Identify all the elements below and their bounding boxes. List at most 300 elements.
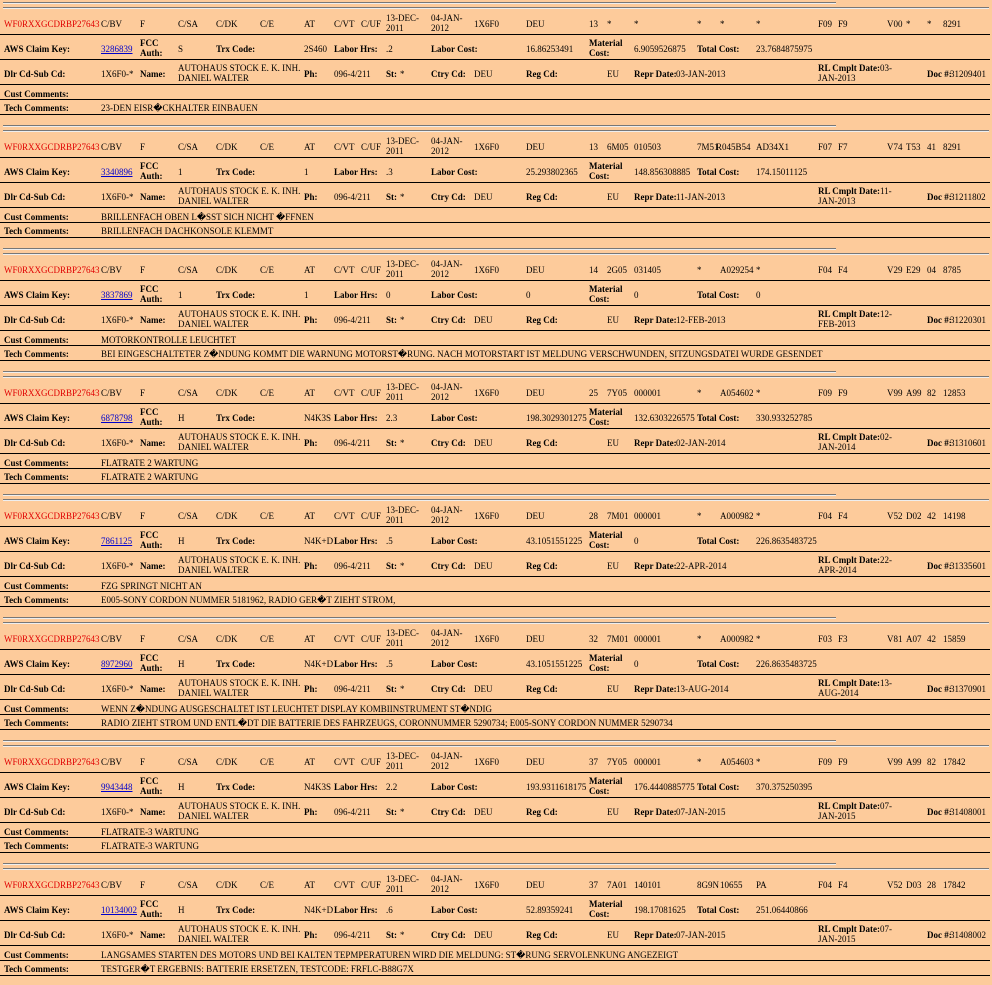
header-field: C/BV bbox=[101, 265, 123, 275]
header-field: A99 bbox=[906, 388, 922, 398]
doc-no-label: Doc #: bbox=[927, 192, 952, 202]
header-field: C/SA bbox=[178, 757, 199, 767]
reg-cd-label: Reg Cd: bbox=[526, 192, 558, 202]
dlr-cd-label: Dlr Cd-Sub Cd: bbox=[4, 69, 66, 79]
repr-date-value: 07-JAN-2015 bbox=[676, 930, 726, 940]
reg-cd-value: EU bbox=[607, 192, 619, 202]
name-value: AUTOHAUS STOCK E. K. INH. DANIEL WALTER bbox=[178, 801, 301, 821]
doc-no-value: 31335601 bbox=[950, 561, 986, 571]
material-cost-value: 148.856308885 bbox=[634, 167, 691, 177]
ctry-cd-value: DEU bbox=[474, 69, 493, 79]
row-divider bbox=[0, 606, 990, 607]
row-divider bbox=[0, 222, 990, 223]
st-value: * bbox=[400, 684, 405, 694]
name-label: Name: bbox=[140, 192, 166, 202]
dlr-cd-label: Dlr Cd-Sub Cd: bbox=[4, 192, 66, 202]
labor-cost-value: 43.1051551225 bbox=[526, 536, 583, 546]
doc-no-label: Doc #: bbox=[927, 930, 952, 940]
header-field: C/E bbox=[260, 880, 275, 890]
name-label: Name: bbox=[140, 438, 166, 448]
total-cost-value: 370.375250395 bbox=[756, 782, 813, 792]
header-field: C/BV bbox=[101, 757, 123, 767]
rl-cmplt-date-value: 13-AUG-2014 bbox=[818, 678, 892, 698]
row-divider bbox=[0, 360, 990, 361]
doc-no-value: 31408002 bbox=[950, 930, 986, 940]
header-field: C/BV bbox=[101, 511, 123, 521]
header-field: A99 bbox=[906, 757, 922, 767]
aws-claim-key-label: AWS Claim Key: bbox=[4, 44, 70, 54]
divider bbox=[3, 253, 989, 255]
labor-hrs-value: .5 bbox=[386, 659, 393, 669]
cust-comments-value: WENN Z�NDUNG AUSGESCHALTET IST LEUCHTET DISPLAY KOMBIINSTRUMENT ST�NDIG bbox=[101, 704, 493, 714]
aws-claim-key-link[interactable]: 3286839 bbox=[101, 44, 133, 54]
cust-comments-label: Cust Comments: bbox=[4, 89, 69, 99]
trx-code-value: N4K+D bbox=[304, 905, 334, 915]
divider bbox=[3, 2, 836, 4]
rl-cmplt-date-value: 12-FEB-2013 bbox=[818, 309, 892, 329]
header-field: F bbox=[140, 19, 146, 29]
ctry-cd-label: Ctry Cd: bbox=[431, 561, 466, 571]
material-cost-label: Material Cost: bbox=[589, 407, 623, 427]
labor-cost-label: Labor Cost: bbox=[431, 290, 478, 300]
divider bbox=[3, 371, 836, 373]
header-field: * bbox=[720, 19, 725, 29]
labor-hrs-label: Labor Hrs: bbox=[334, 44, 378, 54]
ph-value: 096-4/211 bbox=[334, 561, 371, 571]
labor-hrs-value: 0 bbox=[386, 290, 391, 300]
header-field: A029254 bbox=[720, 265, 754, 275]
ph-value: 096-4/211 bbox=[334, 930, 371, 940]
row-divider bbox=[0, 945, 990, 946]
total-cost-value: 0 bbox=[756, 290, 761, 300]
fcc-auth-label: FCC Auth: bbox=[140, 284, 163, 304]
header-field: F bbox=[140, 757, 146, 767]
reg-cd-label: Reg Cd: bbox=[526, 438, 558, 448]
ph-value: 096-4/211 bbox=[334, 315, 371, 325]
header-field: 13-DEC-2011 bbox=[386, 13, 419, 33]
header-field: * bbox=[927, 19, 932, 29]
reg-cd-value: EU bbox=[607, 315, 619, 325]
header-field: 04-JAN-2012 bbox=[431, 13, 463, 33]
tech-comments-label: Tech Comments: bbox=[4, 103, 69, 113]
header-field: DEU bbox=[526, 880, 545, 890]
header-field: 140101 bbox=[634, 880, 661, 890]
rl-cmplt-date bbox=[818, 63, 898, 83]
repr-date-label: Repr Date: bbox=[634, 807, 677, 817]
header-field: 8785 bbox=[943, 265, 961, 275]
doc-no-value: 31211802 bbox=[950, 192, 986, 202]
repr-date-label: Repr Date: bbox=[634, 561, 677, 571]
total-cost-label: Total Cost: bbox=[697, 659, 740, 669]
header-field: 28 bbox=[927, 880, 936, 890]
rl-cmplt-date-label: RL Cmplt Date: bbox=[818, 63, 880, 73]
cust-comments-value: FLATRATE-3 WARTUNG bbox=[101, 827, 200, 837]
fcc-auth-label: FCC Auth: bbox=[140, 38, 163, 58]
cust-comments-label: Cust Comments: bbox=[4, 335, 69, 345]
fcc-auth-label: FCC Auth: bbox=[140, 899, 163, 919]
ph-value: 096-4/211 bbox=[334, 192, 371, 202]
repr-date-label: Repr Date: bbox=[634, 69, 677, 79]
aws-claim-key-link[interactable]: 3837869 bbox=[101, 290, 133, 300]
header-field: A054602 bbox=[720, 388, 754, 398]
cust-comments-label: Cust Comments: bbox=[4, 950, 69, 960]
header-field: * bbox=[697, 511, 702, 521]
header-field: 13 bbox=[589, 19, 598, 29]
header-field: 04-JAN-2012 bbox=[431, 136, 463, 156]
header-field: C/SA bbox=[178, 19, 199, 29]
fcc-auth-label: FCC Auth: bbox=[140, 161, 163, 181]
row-divider bbox=[0, 59, 990, 60]
header-field: * bbox=[697, 265, 702, 275]
fcc-auth-label: FCC Auth: bbox=[140, 653, 163, 673]
st-value: * bbox=[400, 315, 405, 325]
divider bbox=[3, 7, 989, 9]
header-field: C/UF bbox=[361, 19, 382, 29]
header-field: 13-DEC-2011 bbox=[386, 382, 419, 402]
header-field: C/DK bbox=[216, 142, 238, 152]
name-label: Name: bbox=[140, 69, 166, 79]
aws-claim-key-link[interactable]: 3340896 bbox=[101, 167, 133, 177]
header-field: 04-JAN-2012 bbox=[431, 751, 463, 771]
doc-no-label: Doc #: bbox=[927, 438, 952, 448]
row-divider bbox=[0, 714, 990, 715]
aws-claim-key-label: AWS Claim Key: bbox=[4, 905, 70, 915]
header-field: C/UF bbox=[361, 757, 382, 767]
header-field: 13-DEC-2011 bbox=[386, 136, 419, 156]
st-label: St: bbox=[386, 315, 397, 325]
dlr-cd-label: Dlr Cd-Sub Cd: bbox=[4, 561, 66, 571]
header-field: 13-DEC-2011 bbox=[386, 259, 419, 279]
ph-value: 096-4/211 bbox=[334, 438, 371, 448]
claim-record bbox=[0, 0, 992, 123]
header-field: 000001 bbox=[634, 388, 661, 398]
reg-cd-label: Reg Cd: bbox=[526, 930, 558, 940]
total-cost-value: 226.8635483725 bbox=[756, 536, 817, 546]
row-divider bbox=[0, 345, 990, 346]
header-field: C/BV bbox=[101, 19, 123, 29]
header-field: * bbox=[756, 265, 761, 275]
ctry-cd-value: DEU bbox=[474, 561, 493, 571]
header-field: C/DK bbox=[216, 634, 238, 644]
tech-comments-label: Tech Comments: bbox=[4, 349, 69, 359]
repr-date-value: 13-AUG-2014 bbox=[676, 684, 729, 694]
header-field: AT bbox=[304, 880, 315, 890]
rl-cmplt-date bbox=[818, 678, 898, 698]
rl-cmplt-date-value: 07-JAN-2015 bbox=[818, 801, 892, 821]
vin-link[interactable]: WF0RXXGCDRBP27643 bbox=[4, 634, 100, 644]
divider bbox=[3, 622, 989, 624]
material-cost-label: Material Cost: bbox=[589, 161, 623, 181]
header-field: F bbox=[140, 265, 146, 275]
header-field: C/SA bbox=[178, 634, 199, 644]
header-field: F4 bbox=[838, 511, 848, 521]
header-field: 010503 bbox=[634, 142, 661, 152]
vin-link[interactable]: WF0RXXGCDRBP27643 bbox=[4, 757, 100, 767]
ph-label: Ph: bbox=[304, 192, 318, 202]
rl-cmplt-date-value: 03-JAN-2013 bbox=[818, 63, 892, 83]
material-cost-label: Material Cost: bbox=[589, 776, 623, 796]
row-divider bbox=[0, 468, 990, 469]
repr-date-value: 11-JAN-2013 bbox=[676, 192, 726, 202]
header-field: F bbox=[140, 511, 146, 521]
labor-cost-label: Labor Cost: bbox=[431, 659, 478, 669]
doc-no-value: 31209401 bbox=[950, 69, 986, 79]
header-field: C/VT bbox=[334, 19, 355, 29]
fcc-auth-value: H bbox=[178, 659, 185, 669]
name-label: Name: bbox=[140, 315, 166, 325]
divider bbox=[3, 740, 836, 742]
header-field: * bbox=[756, 634, 761, 644]
st-label: St: bbox=[386, 930, 397, 940]
header-field: V81 bbox=[887, 634, 903, 644]
header-field: C/E bbox=[260, 388, 275, 398]
material-cost-value: 132.6303226575 bbox=[634, 413, 695, 423]
header-field: F3 bbox=[838, 634, 848, 644]
header-field: C/VT bbox=[334, 511, 355, 521]
header-field: C/BV bbox=[101, 880, 123, 890]
reg-cd-label: Reg Cd: bbox=[526, 684, 558, 694]
trx-code-label: Trx Code: bbox=[216, 290, 256, 300]
labor-cost-value: 193.9311618175 bbox=[526, 782, 587, 792]
rl-cmplt-date-label: RL Cmplt Date: bbox=[818, 924, 880, 934]
total-cost-label: Total Cost: bbox=[697, 905, 740, 915]
claim-record bbox=[0, 861, 992, 984]
rl-cmplt-date-label: RL Cmplt Date: bbox=[818, 555, 880, 565]
header-field: AD34X1 bbox=[756, 142, 789, 152]
dlr-cd-value: 1X6F0-* bbox=[101, 438, 134, 448]
header-field: 8291 bbox=[943, 19, 961, 29]
header-field: C/VT bbox=[334, 757, 355, 767]
header-field: C/E bbox=[260, 511, 275, 521]
header-field: * bbox=[756, 757, 761, 767]
row-divider bbox=[0, 84, 990, 85]
doc-no-value: 31310601 bbox=[950, 438, 986, 448]
name-value: AUTOHAUS STOCK E. K. INH. DANIEL WALTER bbox=[178, 186, 301, 206]
header-field: AT bbox=[304, 388, 315, 398]
header-field: AT bbox=[304, 634, 315, 644]
fcc-auth-value: S bbox=[178, 44, 184, 54]
header-field: R045B54 bbox=[716, 142, 751, 152]
doc-no-label: Doc #: bbox=[927, 684, 952, 694]
ctry-cd-label: Ctry Cd: bbox=[431, 192, 466, 202]
dlr-cd-value: 1X6F0-* bbox=[101, 192, 134, 202]
ph-value: 096-4/211 bbox=[334, 69, 371, 79]
header-field: * bbox=[697, 634, 702, 644]
dlr-cd-value: 1X6F0-* bbox=[101, 684, 134, 694]
vin-link[interactable]: WF0RXXGCDRBP27643 bbox=[4, 19, 100, 29]
tech-comments-label: Tech Comments: bbox=[4, 226, 69, 236]
header-field: 12853 bbox=[943, 388, 966, 398]
row-divider bbox=[0, 699, 990, 700]
doc-no-label: Doc #: bbox=[927, 807, 952, 817]
tech-comments-label: Tech Comments: bbox=[4, 964, 69, 974]
header-field: F04 bbox=[818, 265, 833, 275]
labor-hrs-label: Labor Hrs: bbox=[334, 167, 378, 177]
rl-cmplt-date-value: 02-JAN-2014 bbox=[818, 432, 892, 452]
trx-code-label: Trx Code: bbox=[216, 413, 256, 423]
material-cost-value: 0 bbox=[634, 659, 639, 669]
divider bbox=[3, 248, 836, 250]
vin-link[interactable]: WF0RXXGCDRBP27643 bbox=[4, 265, 100, 275]
reg-cd-label: Reg Cd: bbox=[526, 315, 558, 325]
labor-hrs-value: 2.3 bbox=[386, 413, 398, 423]
header-field: F4 bbox=[838, 880, 848, 890]
total-cost-value: 174.15011125 bbox=[756, 167, 808, 177]
cust-comments-value: LANGSAMES STARTEN DES MOTORS UND BEI KALTEN TEPMPERATUREN WIRD DIE MELDUNG: ST�RUNG SERVOLENKUNG ANGEZEIGT bbox=[101, 950, 679, 960]
header-field: A000982 bbox=[720, 511, 754, 521]
name-value: AUTOHAUS STOCK E. K. INH. DANIEL WALTER bbox=[178, 309, 301, 329]
header-field: DEU bbox=[526, 265, 545, 275]
header-field: 14 bbox=[589, 265, 598, 275]
vin-link[interactable]: WF0RXXGCDRBP27643 bbox=[4, 880, 100, 890]
header-field: C/SA bbox=[178, 388, 199, 398]
header-field: 42 bbox=[927, 634, 936, 644]
tech-comments-value: E005-SONY CORDON NUMMER 5181962, RADIO GER�T ZIEHT STROM, bbox=[101, 595, 396, 605]
header-field: C/E bbox=[260, 142, 275, 152]
ctry-cd-label: Ctry Cd: bbox=[431, 438, 466, 448]
total-cost-value: 330.933252785 bbox=[756, 413, 813, 423]
vin-link[interactable]: WF0RXXGCDRBP27643 bbox=[4, 142, 100, 152]
header-field: 7A01 bbox=[607, 880, 627, 890]
name-value: AUTOHAUS STOCK E. K. INH. DANIEL WALTER bbox=[178, 678, 301, 698]
trx-code-label: Trx Code: bbox=[216, 536, 256, 546]
header-field: C/SA bbox=[178, 265, 199, 275]
row-divider bbox=[0, 330, 990, 331]
labor-hrs-label: Labor Hrs: bbox=[334, 536, 378, 546]
labor-hrs-label: Labor Hrs: bbox=[334, 905, 378, 915]
header-field: 04-JAN-2012 bbox=[431, 874, 463, 894]
labor-cost-value: 52.89359241 bbox=[526, 905, 574, 915]
repr-date-value: 03-JAN-2013 bbox=[676, 69, 726, 79]
dlr-cd-value: 1X6F0-* bbox=[101, 807, 134, 817]
row-divider bbox=[0, 729, 990, 730]
dlr-cd-label: Dlr Cd-Sub Cd: bbox=[4, 807, 66, 817]
claim-record bbox=[0, 369, 992, 492]
material-cost-label: Material Cost: bbox=[589, 38, 623, 58]
header-field: C/SA bbox=[178, 142, 199, 152]
divider bbox=[3, 617, 836, 619]
trx-code-label: Trx Code: bbox=[216, 905, 256, 915]
header-field: 04-JAN-2012 bbox=[431, 259, 463, 279]
doc-no-label: Doc #: bbox=[927, 69, 952, 79]
labor-hrs-label: Labor Hrs: bbox=[334, 659, 378, 669]
aws-claim-key-link[interactable]: 7861125 bbox=[101, 536, 133, 546]
rl-cmplt-date bbox=[818, 924, 898, 944]
row-divider bbox=[0, 114, 990, 115]
labor-cost-value: 0 bbox=[526, 290, 531, 300]
cust-comments-label: Cust Comments: bbox=[4, 827, 69, 837]
header-field: V52 bbox=[887, 880, 903, 890]
ctry-cd-value: DEU bbox=[474, 315, 493, 325]
header-field: DEU bbox=[526, 142, 545, 152]
st-value: * bbox=[400, 438, 405, 448]
header-field: 15859 bbox=[943, 634, 966, 644]
aws-claim-key-link[interactable]: 10134002 bbox=[101, 905, 137, 915]
labor-hrs-value: .2 bbox=[386, 44, 393, 54]
header-field: F7 bbox=[838, 142, 848, 152]
name-value: AUTOHAUS STOCK E. K. INH. DANIEL WALTER bbox=[178, 555, 301, 575]
header-field: V99 bbox=[887, 757, 903, 767]
fcc-auth-label: FCC Auth: bbox=[140, 530, 163, 550]
header-field: C/DK bbox=[216, 880, 238, 890]
ph-label: Ph: bbox=[304, 69, 318, 79]
reg-cd-label: Reg Cd: bbox=[526, 807, 558, 817]
dlr-cd-label: Dlr Cd-Sub Cd: bbox=[4, 930, 66, 940]
header-field: DEU bbox=[526, 757, 545, 767]
labor-hrs-value: .6 bbox=[386, 905, 393, 915]
header-field: 1X6F0 bbox=[474, 142, 500, 152]
row-divider bbox=[0, 591, 990, 592]
labor-cost-value: 198.3029301275 bbox=[526, 413, 587, 423]
name-label: Name: bbox=[140, 930, 166, 940]
tech-comments-label: Tech Comments: bbox=[4, 472, 69, 482]
tech-comments-label: Tech Comments: bbox=[4, 718, 69, 728]
header-field: A054603 bbox=[720, 757, 754, 767]
header-field: C/DK bbox=[216, 19, 238, 29]
dlr-cd-value: 1X6F0-* bbox=[101, 69, 134, 79]
header-field: 1X6F0 bbox=[474, 388, 500, 398]
header-field: C/VT bbox=[334, 880, 355, 890]
header-field: * bbox=[634, 19, 639, 29]
header-field: V74 bbox=[887, 142, 903, 152]
header-field: AT bbox=[304, 757, 315, 767]
divider bbox=[3, 745, 989, 747]
trx-code-label: Trx Code: bbox=[216, 167, 256, 177]
aws-claim-key-link[interactable]: 8972960 bbox=[101, 659, 133, 669]
rl-cmplt-date-label: RL Cmplt Date: bbox=[818, 432, 880, 442]
rl-cmplt-date-label: RL Cmplt Date: bbox=[818, 801, 880, 811]
total-cost-value: 251.06440866 bbox=[756, 905, 808, 915]
cust-comments-label: Cust Comments: bbox=[4, 212, 69, 222]
fcc-auth-value: H bbox=[178, 782, 185, 792]
header-field: 32 bbox=[589, 634, 598, 644]
header-field: C/DK bbox=[216, 265, 238, 275]
cust-comments-label: Cust Comments: bbox=[4, 458, 69, 468]
row-divider bbox=[0, 483, 990, 484]
vin-link[interactable]: WF0RXXGCDRBP27643 bbox=[4, 511, 100, 521]
header-field: F bbox=[140, 634, 146, 644]
repr-date-value: 22-APR-2014 bbox=[676, 561, 727, 571]
header-field: * bbox=[607, 19, 612, 29]
divider bbox=[3, 499, 989, 501]
header-field: 17842 bbox=[943, 880, 966, 890]
row-divider bbox=[0, 895, 990, 896]
row-divider bbox=[0, 237, 990, 238]
header-field: 13-DEC-2011 bbox=[386, 874, 419, 894]
header-field: 000001 bbox=[634, 511, 661, 521]
header-field: C/E bbox=[260, 19, 275, 29]
divider bbox=[3, 125, 836, 127]
aws-claim-key-link[interactable]: 9943448 bbox=[101, 782, 133, 792]
vin-link[interactable]: WF0RXXGCDRBP27643 bbox=[4, 388, 100, 398]
header-field: F09 bbox=[818, 388, 833, 398]
row-divider bbox=[0, 551, 990, 552]
aws-claim-key-link[interactable]: 6878798 bbox=[101, 413, 133, 423]
header-field: * bbox=[697, 388, 702, 398]
repr-date-label: Repr Date: bbox=[634, 684, 677, 694]
repr-date-value: 02-JAN-2014 bbox=[676, 438, 726, 448]
trx-code-value: N4K+D bbox=[304, 536, 334, 546]
row-divider bbox=[0, 772, 990, 773]
header-field: 14198 bbox=[943, 511, 966, 521]
ctry-cd-label: Ctry Cd: bbox=[431, 69, 466, 79]
row-divider bbox=[0, 207, 990, 208]
material-cost-value: 0 bbox=[634, 290, 639, 300]
material-cost-label: Material Cost: bbox=[589, 284, 623, 304]
row-divider bbox=[0, 453, 990, 454]
aws-claim-key-label: AWS Claim Key: bbox=[4, 290, 70, 300]
header-field: C/VT bbox=[334, 265, 355, 275]
